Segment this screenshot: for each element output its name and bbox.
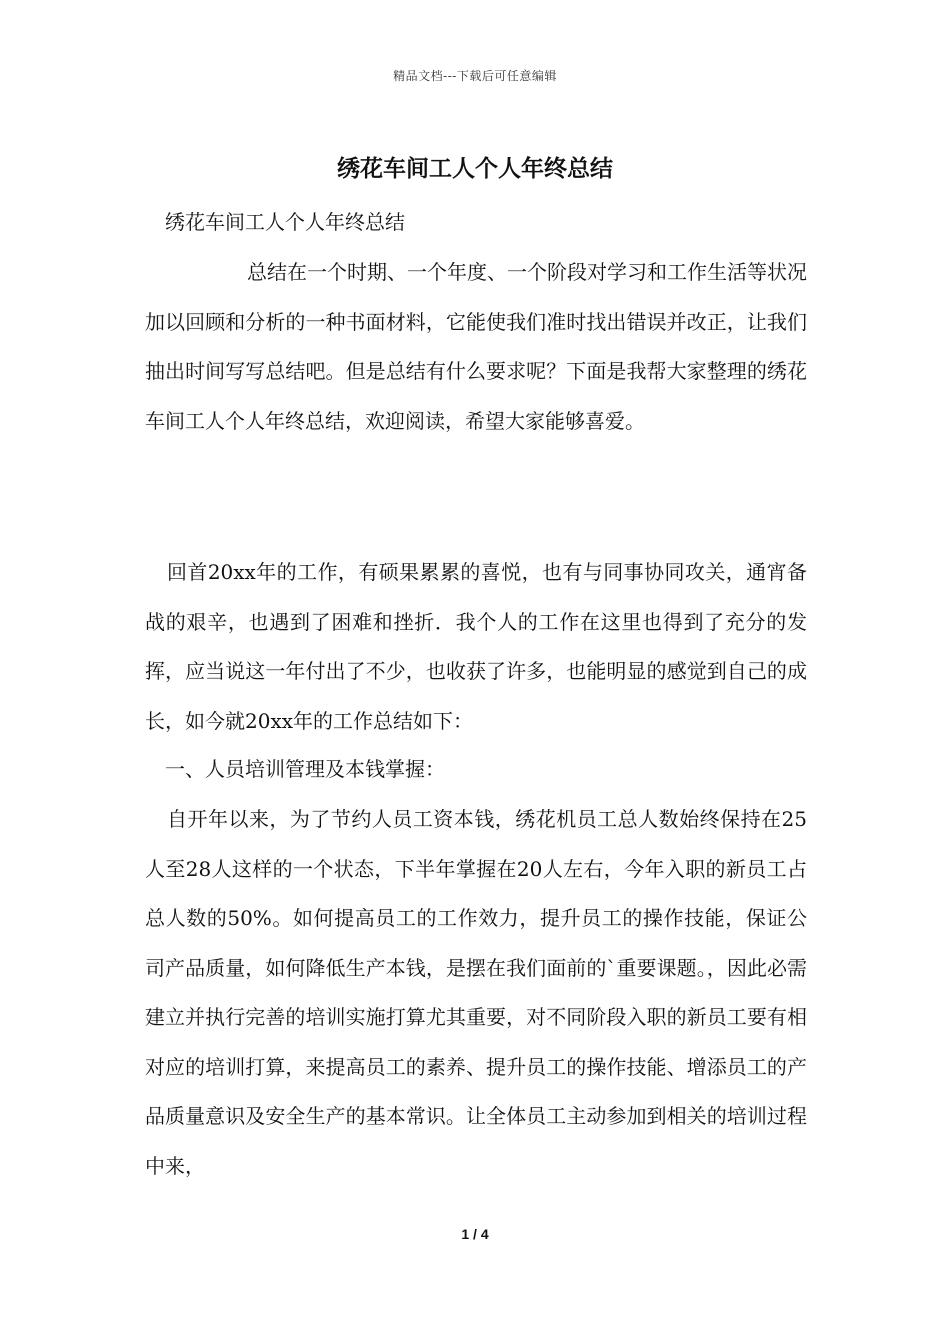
- training-paragraph: 自开年以来，为了节约人员工资本钱，绣花机员工总人数始终保持在25人至28人这样的一个状态，下半年掌握在20人左右，今年入职的新员工占总人数的50%。如何提高员工的工作效力，提升员工的操作技能，保证公司产品质量，如何降低生产本钱，是摆在我们面前的`重要课题。，因此必需建立并执行完善的培训实施打算尤其重要，对不同阶段入职的新员工要有相对应的培训打算，来提高员工的素养、提升员工的操作技能、增添员工的产品质量意识及安全生产的基本常识。让全体员工主动参加到相关的培训过程中来，: [145, 807, 807, 1178]
- page-header: 精品文档---下载后可任意编辑: [393, 69, 557, 83]
- document-title: 绣花车间工人个人年终总结: [337, 155, 613, 182]
- intro-paragraph: 总结在一个时期、一个年度、一个阶段对学习和工作生活等状况加以回顾和分析的一种书面材料，它能使我们准时找出错误并改正，让我们抽出时间写写总结吧。但是总结有什么要求呢？下面是我帮大家整理的绣花车间工人个人年终总结，欢迎阅读，希望大家能够喜爱。: [145, 260, 807, 433]
- document-subtitle: 绣花车间工人个人年终总结: [165, 210, 405, 234]
- review-paragraph: 回首20xx年的工作，有硕果累累的喜悦，也有与同事协同攻关，通宵备战的艰辛，也遇到了困难和挫折．我个人的工作在这里也得到了充分的发挥，应当说这一年付出了不少，也收获了许多，也能明显的感觉到自己的成长，如今就20xx年的工作总结如下：: [145, 560, 807, 733]
- section-heading: 一、人员培训管理及本钱掌握：: [165, 757, 445, 781]
- page-number: 1 / 4: [461, 1226, 489, 1242]
